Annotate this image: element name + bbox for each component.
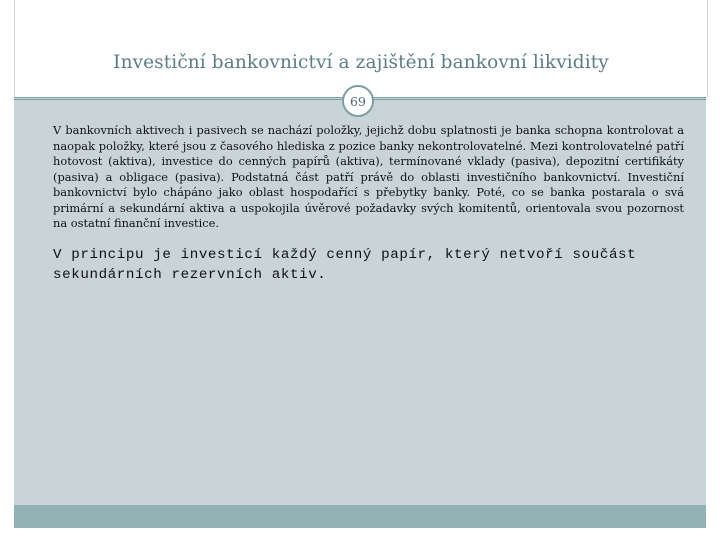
title-area — [14, 0, 708, 97]
slide-title: Investiční bankovnictví a zajištění bankovní likvidity — [113, 52, 609, 73]
body-paragraph-highlight: V principu je investicí každý cenný papír, který netvoří součást sekundárních rezervních aktiv. — [53, 247, 637, 283]
footer-band — [14, 505, 706, 528]
page-number-badge: 69 — [342, 85, 374, 117]
body-paragraph: V bankovních aktivech i pasivech se nachází položky, jejichž dobu splatnosti je banka schopna kontrolovat a naopak položky, které jsou z časového hlediska z pozice banky nekontrolovatelné. Mezi kontrolovatelné patří hotovost (aktiva), investice do cenných papírů (aktiva), termínované vklady (pasiva), depozitní certifikáty (pasiva) a obligace (pasiva). Podstatná část patří právě do oblasti investičního bankovnictví. Investiční bankovnictví bylo chápáno jako oblast hospodařící s přebytky banky. Poté, co se banka postarala o svá primární a sekundární aktiva a uspokojila úvěrové požadavky svých komitentů, orientovala svou pozornost na ostatní finanční investice. — [53, 123, 684, 230]
